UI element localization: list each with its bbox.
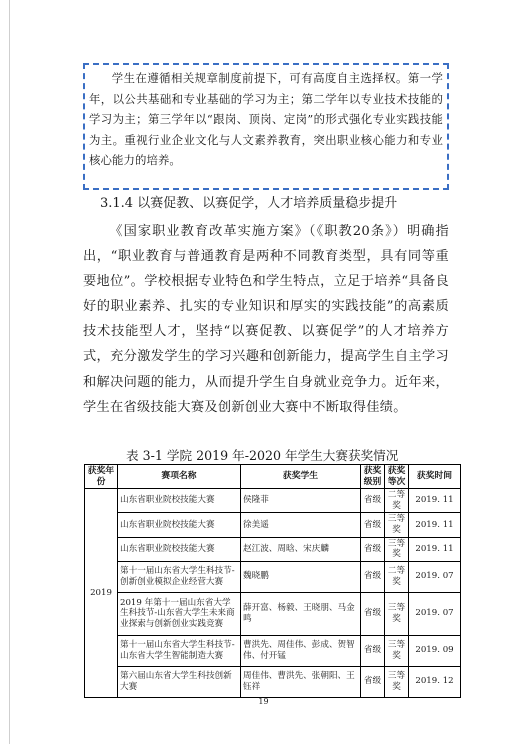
level-cell: 省级 bbox=[361, 561, 385, 592]
level-cell: 省级 bbox=[361, 666, 385, 697]
header-students: 获奖学生 bbox=[241, 465, 361, 489]
rank-cell: 三等奖 bbox=[385, 635, 409, 666]
table-caption: 表 3-1 学院 2019 年-2020 年学生大赛获奖情况 bbox=[126, 448, 399, 463]
section-heading: 3.1.4 以赛促教、以赛促学，人才培养质量稳步提升 bbox=[100, 196, 398, 211]
time-cell: 2019. 07 bbox=[409, 592, 461, 635]
rank-cell: 三等奖 bbox=[385, 537, 409, 561]
table-row bbox=[85, 666, 461, 697]
rank-cell: 二等奖 bbox=[385, 489, 409, 513]
header-event: 赛项名称 bbox=[118, 465, 241, 489]
event-cell: 山东省职业院校技能大赛 bbox=[118, 489, 241, 513]
level-cell: 省级 bbox=[361, 489, 385, 513]
rank-cell: 三等奖 bbox=[385, 592, 409, 635]
table-header-row bbox=[85, 465, 461, 489]
header-level: 获奖级别 bbox=[361, 465, 385, 489]
students-cell: 周佳伟、曹洪先、张朝阳、王钰祥 bbox=[241, 666, 361, 697]
table-row bbox=[85, 513, 461, 537]
header-rank: 获奖等次 bbox=[385, 465, 409, 489]
time-cell: 2019. 11 bbox=[409, 537, 461, 561]
time-cell: 2019. 11 bbox=[409, 489, 461, 513]
event-cell: 山东省职业院校技能大赛 bbox=[118, 513, 241, 537]
event-cell: 2019 年第十一届山东省大学生科技节-山东省大学生未来商业探索与创新创业实践竞赛 bbox=[118, 592, 241, 635]
students-cell: 侯隆菲 bbox=[241, 489, 361, 513]
event-cell: 第十一届山东省大学生科技节-创新创业模拟企业经营大赛 bbox=[118, 561, 241, 592]
level-cell: 省级 bbox=[361, 635, 385, 666]
students-cell: 魏晓鹏 bbox=[241, 561, 361, 592]
table-row bbox=[85, 537, 461, 561]
header-year: 获奖年份 bbox=[85, 465, 118, 489]
year-cell: 2019 bbox=[85, 489, 118, 698]
event-cell: 第六届山东省大学生科技创新大赛 bbox=[118, 666, 241, 697]
highlight-textbox bbox=[83, 63, 449, 190]
rank-cell: 二等奖 bbox=[385, 561, 409, 592]
time-cell: 2019. 07 bbox=[409, 561, 461, 592]
table-row bbox=[85, 592, 461, 635]
body-paragraph: 《国家职业教育改革实施方案》（《职教20条》）明确指出，“职业教育与普通教育是两种不同教育类型，具有同等重要地位”。学校根据专业特色和学生特点，立足于培养“具备良好的职业素养、扎实的专业知识和厚实的实践技能”的高素质技术技能型人才，坚持“以赛促教、以赛促学”的人才培养方式，充分激发学生的学习兴趣和创新能力，提高学生自主学习和解决问题的能力，从而提升学生自身就业竞争力。近年来，学生在省级技能大赛及创新创业大赛中不断取得佳绩。 bbox=[83, 224, 449, 415]
level-cell: 省级 bbox=[361, 513, 385, 537]
time-cell: 2019. 09 bbox=[409, 635, 461, 666]
table-row bbox=[85, 489, 461, 513]
awards-table bbox=[84, 464, 461, 698]
level-cell: 省级 bbox=[361, 537, 385, 561]
header-time: 获奖时间 bbox=[409, 465, 461, 489]
students-cell: 赵江波、周晗、宋庆麟 bbox=[241, 537, 361, 561]
event-cell: 山东省职业院校技能大赛 bbox=[118, 537, 241, 561]
students-cell: 徐美遥 bbox=[241, 513, 361, 537]
textbox-paragraph: 学生在遵循相关规章制度前提下，可有高度自主选择权。第一学年，以公共基础和专业基础的学习为主；第二学年以专业技术技能的学习为主；第三学年以“跟岗、顶岗、定岗”的形式强化专业实践技能为主。重视行业企业文化与人文素养教育，突出职业核心能力和专业核心能力的培养。 bbox=[89, 71, 443, 168]
body-text bbox=[83, 219, 449, 420]
page-left-rule bbox=[9, 0, 10, 744]
time-cell: 2019. 12 bbox=[409, 666, 461, 697]
time-cell: 2019. 11 bbox=[409, 513, 461, 537]
rank-cell: 三等奖 bbox=[385, 513, 409, 537]
students-cell: 曹洪先、周佳伟、彭成、贺智伟、付开锰 bbox=[241, 635, 361, 666]
students-cell: 薛开富、杨毅、王晓朋、马金鸣 bbox=[241, 592, 361, 635]
table-row bbox=[85, 635, 461, 666]
page-number: 19 bbox=[258, 697, 269, 706]
event-cell: 第十一届山东省大学生科技节-山东省大学生智能制造大赛 bbox=[118, 635, 241, 666]
table-row bbox=[85, 561, 461, 592]
rank-cell: 三等奖 bbox=[385, 666, 409, 697]
level-cell: 省级 bbox=[361, 592, 385, 635]
